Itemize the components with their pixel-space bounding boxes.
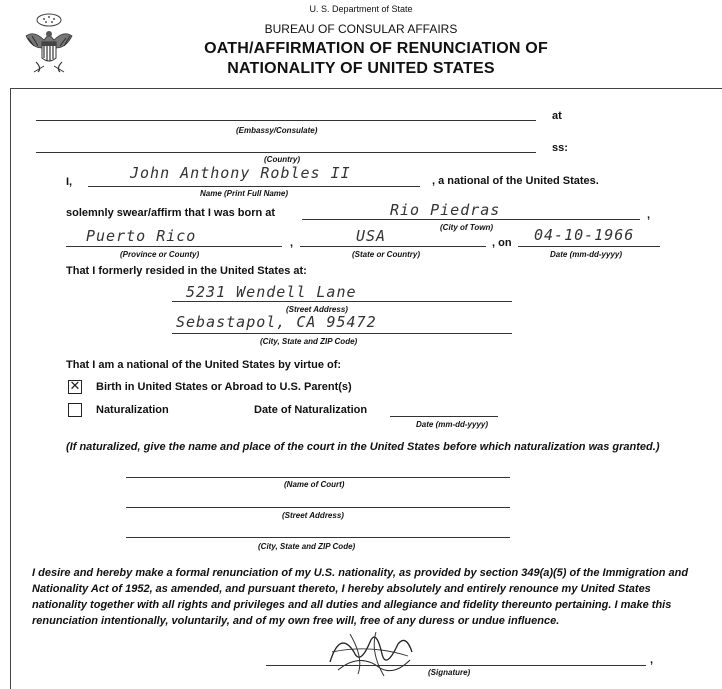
birth-date-caption: Date (mm-dd-yyyy) <box>550 250 623 259</box>
name-value: John Anthony Robles II <box>130 164 351 182</box>
form-title-line2: NATIONALITY OF UNITED STATES <box>227 60 495 77</box>
city-field[interactable] <box>302 219 640 220</box>
naturalization-date-field[interactable] <box>390 416 498 417</box>
ss-label: ss: <box>552 142 568 154</box>
swear-text: solemnly swear/affirm that I was born at <box>66 207 276 219</box>
court-city-caption: (City, State and ZIP Code) <box>258 542 356 551</box>
court-city-field[interactable] <box>126 537 510 538</box>
date-of-naturalization-label: Date of Naturalization <box>254 404 368 416</box>
court-street-caption: (Street Address) <box>282 511 344 520</box>
birth-date-field[interactable] <box>518 246 660 247</box>
form-title-line1: OATH/AFFIRMATION OF RENUNCIATION OF <box>204 40 548 57</box>
country-caption: (Country) <box>264 155 300 164</box>
naturalization-option-label: Naturalization <box>96 404 169 416</box>
birth-date-value: 04-10-1966 <box>534 226 635 244</box>
bureau-name: BUREAU OF CONSULAR AFFAIRS <box>264 22 458 36</box>
national-text: , a national of the United States. <box>432 175 599 187</box>
naturalization-checkbox[interactable] <box>68 403 82 417</box>
embassy-field[interactable] <box>36 120 536 121</box>
comma-1: , <box>647 209 651 221</box>
resided-text: That I formerly resided in the United States at: <box>66 265 307 277</box>
state-caption: (State or Country) <box>352 250 420 259</box>
checkbox-x-mark-icon: ✕ <box>69 378 81 393</box>
department-name: U. S. Department of State <box>309 4 413 14</box>
city-caption: (City of Town) <box>440 223 494 232</box>
birth-option-label: Birth in United States or Abroad to U.S. Parent(s) <box>96 381 352 393</box>
signature-caption: (Signature) <box>428 668 471 677</box>
name-caption: Name (Print Full Name) <box>200 189 289 198</box>
court-name-caption: (Name of Court) <box>284 480 345 489</box>
city-value: Rio Piedras <box>390 201 501 219</box>
naturalization-date-caption: Date (mm-dd-yyyy) <box>416 420 489 429</box>
province-value: Puerto Rico <box>86 227 197 245</box>
street-caption: (Street Address) <box>286 305 348 314</box>
comma-2: , <box>290 237 294 249</box>
court-street-field[interactable] <box>126 507 510 508</box>
court-instruction: (If naturalized, give the name and place of the court in the United States before which naturalization was granted.) <box>66 441 660 453</box>
virtue-text: That I am a national of the United States by virtue of: <box>66 359 342 371</box>
country-field[interactable] <box>36 152 536 153</box>
signature-field[interactable] <box>266 665 646 666</box>
province-caption: (Province or County) <box>120 250 200 259</box>
court-name-field[interactable] <box>126 477 510 478</box>
city-state-zip-caption: (City, State and ZIP Code) <box>260 337 358 346</box>
renunciation-declaration: I desire and hereby make a formal renunciation of my U.S. nationality, as provided by section 349(a)(5) of the Immigration and Nationality Act of 1952, as amended, and pursuant thereto, I hereby absolutely and entirely renounce my United States nationality together with all rights and privileges and all duties and allegiance and fidelity thereunto pertaining. I make this renunciation intentionally, voluntarily, and of my own free will, free of any duress or undue influence. <box>32 567 689 627</box>
handwritten-signature-icon <box>320 622 420 679</box>
street-field[interactable] <box>172 301 512 302</box>
province-field[interactable] <box>66 246 282 247</box>
state-field[interactable] <box>300 246 486 247</box>
street-value: 5231 Wendell Lane <box>186 283 357 301</box>
embassy-caption: (Embassy/Consulate) <box>236 126 318 135</box>
on-text: , on <box>492 237 512 249</box>
name-field[interactable] <box>88 186 420 187</box>
at-label: at <box>552 110 562 122</box>
i-label: I, <box>66 176 73 188</box>
state-value: USA <box>356 227 387 245</box>
city-state-zip-value: Sebastapol, CA 95472 <box>176 313 377 331</box>
signature-comma: , <box>650 654 654 666</box>
city-state-zip-field[interactable] <box>172 333 512 334</box>
